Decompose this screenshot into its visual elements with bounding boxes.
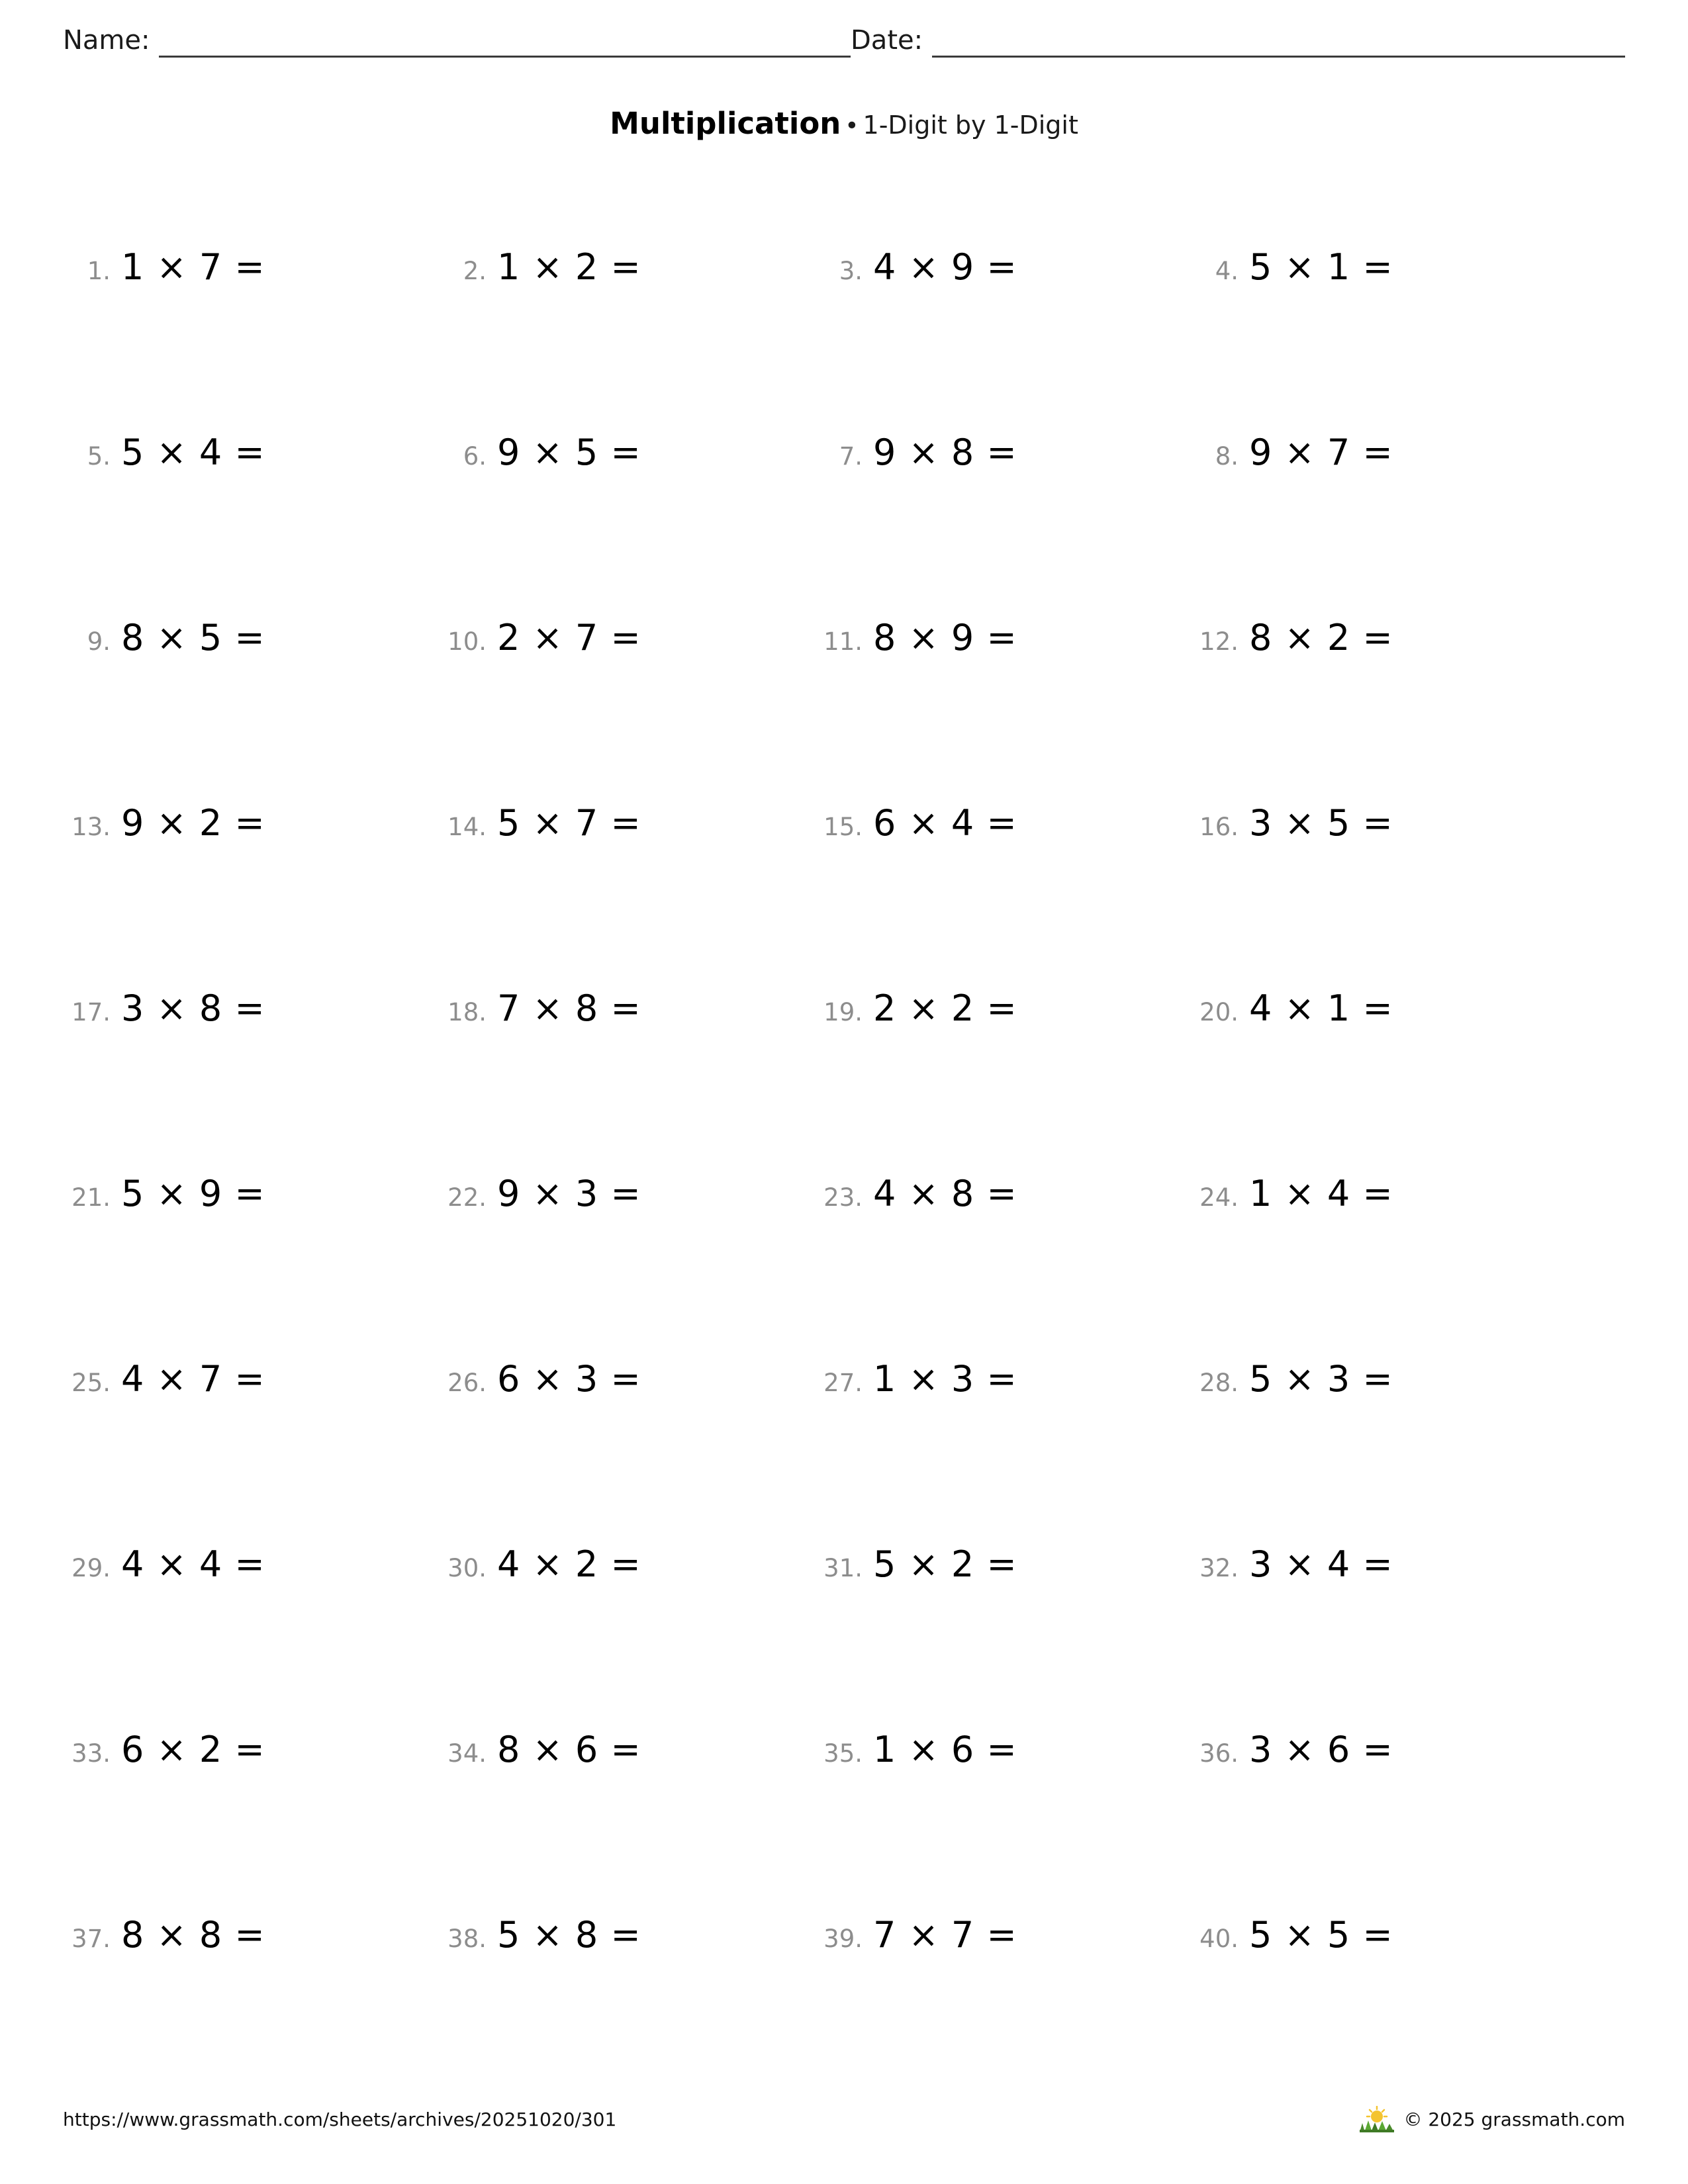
problem-expression: 4 × 9 =	[873, 246, 1017, 288]
footer-right-group	[1360, 2106, 1625, 2132]
problem-number: 27.	[823, 1369, 863, 1397]
problem-expression: 8 × 9 =	[873, 617, 1017, 659]
problem-item	[1191, 1173, 1567, 1358]
problem-item	[63, 1729, 439, 1914]
page-title	[0, 106, 1688, 141]
problem-item	[1191, 1358, 1567, 1543]
problem-item	[815, 1358, 1191, 1543]
problem-expression: 3 × 5 =	[1249, 802, 1393, 844]
problem-expression: 9 × 5 =	[497, 432, 641, 473]
problem-number: 20.	[1199, 998, 1239, 1026]
problem-item	[439, 432, 815, 617]
problem-number: 39.	[823, 1925, 863, 1953]
problem-expression: 5 × 7 =	[497, 802, 641, 844]
problem-expression: 4 × 1 =	[1249, 987, 1393, 1029]
problem-expression: 6 × 2 =	[121, 1729, 265, 1770]
problem-number: 32.	[1199, 1554, 1239, 1582]
problem-number: 38.	[447, 1925, 487, 1953]
problem-number: 16.	[1199, 813, 1239, 841]
problem-item	[815, 802, 1191, 987]
problem-item	[439, 1358, 815, 1543]
problem-item	[439, 246, 815, 432]
problem-number: 17.	[71, 998, 111, 1026]
problem-number: 34.	[447, 1739, 487, 1768]
problem-item	[1191, 987, 1567, 1173]
problem-number: 18.	[447, 998, 487, 1026]
problem-item	[815, 246, 1191, 432]
worksheet-header	[63, 25, 1625, 58]
problem-item	[1191, 246, 1567, 432]
problem-item	[1191, 432, 1567, 617]
problem-expression: 4 × 7 =	[121, 1358, 265, 1400]
problem-number: 7.	[839, 442, 863, 471]
problem-item	[815, 1173, 1191, 1358]
problem-number: 8.	[1215, 442, 1239, 471]
problem-item	[815, 617, 1191, 802]
problem-expression: 9 × 8 =	[873, 432, 1017, 473]
title-separator: •	[845, 113, 859, 140]
name-input-rule[interactable]	[159, 25, 851, 58]
problem-expression: 8 × 6 =	[497, 1729, 641, 1770]
problem-number: 21.	[71, 1183, 111, 1212]
problem-expression: 1 × 6 =	[873, 1729, 1017, 1770]
problem-expression: 1 × 4 =	[1249, 1173, 1393, 1214]
problem-item	[63, 246, 439, 432]
problem-expression: 2 × 7 =	[497, 617, 641, 659]
problem-expression: 8 × 2 =	[1249, 617, 1393, 659]
problem-expression: 1 × 7 =	[121, 246, 265, 288]
problem-number: 33.	[71, 1739, 111, 1768]
problem-item	[439, 1543, 815, 1729]
problem-expression: 5 × 5 =	[1249, 1914, 1393, 1956]
problem-expression: 5 × 9 =	[121, 1173, 265, 1214]
problem-expression: 7 × 8 =	[497, 987, 641, 1029]
problem-expression: 4 × 4 =	[121, 1543, 265, 1585]
problem-item	[815, 1914, 1191, 2099]
problem-item	[439, 987, 815, 1173]
problem-expression: 8 × 5 =	[121, 617, 265, 659]
problem-number: 25.	[71, 1369, 111, 1397]
problem-item	[63, 1543, 439, 1729]
problem-number: 14.	[447, 813, 487, 841]
problem-number: 11.	[823, 627, 863, 656]
problem-expression: 3 × 6 =	[1249, 1729, 1393, 1770]
problem-number: 40.	[1199, 1925, 1239, 1953]
problem-expression: 5 × 1 =	[1249, 246, 1393, 288]
problem-number: 3.	[839, 257, 863, 285]
problem-item	[815, 1729, 1191, 1914]
problem-item	[63, 1173, 439, 1358]
problem-item	[63, 1914, 439, 2099]
problem-item	[63, 802, 439, 987]
problem-expression: 5 × 8 =	[497, 1914, 641, 1956]
problem-item	[439, 617, 815, 802]
problem-number: 22.	[447, 1183, 487, 1212]
problem-item	[815, 432, 1191, 617]
problem-number: 12.	[1199, 627, 1239, 656]
problem-item	[1191, 1543, 1567, 1729]
problem-number: 4.	[1215, 257, 1239, 285]
problem-expression: 7 × 7 =	[873, 1914, 1017, 1956]
problem-number: 19.	[823, 998, 863, 1026]
problem-number: 2.	[463, 257, 487, 285]
title-subtitle: 1-Digit by 1-Digit	[863, 111, 1078, 140]
problem-item	[1191, 617, 1567, 802]
problem-number: 5.	[87, 442, 111, 471]
problem-expression: 9 × 2 =	[121, 802, 265, 844]
worksheet-footer	[63, 2106, 1625, 2132]
problem-expression: 6 × 4 =	[873, 802, 1017, 844]
problem-expression: 5 × 3 =	[1249, 1358, 1393, 1400]
problem-number: 29.	[71, 1554, 111, 1582]
problem-expression: 4 × 2 =	[497, 1543, 641, 1585]
problem-number: 23.	[823, 1183, 863, 1212]
problem-expression: 3 × 4 =	[1249, 1543, 1393, 1585]
problem-number: 10.	[447, 627, 487, 656]
problem-expression: 6 × 3 =	[497, 1358, 641, 1400]
date-input-rule[interactable]	[932, 25, 1625, 58]
problem-expression: 2 × 2 =	[873, 987, 1017, 1029]
problem-item	[63, 1358, 439, 1543]
problem-expression: 5 × 2 =	[873, 1543, 1017, 1585]
problem-item	[63, 432, 439, 617]
problem-expression: 9 × 3 =	[497, 1173, 641, 1214]
problem-expression: 1 × 3 =	[873, 1358, 1017, 1400]
problem-item	[439, 1914, 815, 2099]
problem-item	[1191, 802, 1567, 987]
title-main: Multiplication	[610, 106, 841, 141]
problem-item	[815, 1543, 1191, 1729]
problem-item	[439, 802, 815, 987]
problem-number: 6.	[463, 442, 487, 471]
problem-item	[63, 987, 439, 1173]
problem-number: 15.	[823, 813, 863, 841]
source-url[interactable]: https://www.grassmath.com/sheets/archives/20251020/301	[63, 2108, 617, 2130]
sun-over-grass-icon	[1360, 2106, 1394, 2132]
problem-item	[1191, 1914, 1567, 2099]
problem-number: 28.	[1199, 1369, 1239, 1397]
problem-number: 31.	[823, 1554, 863, 1582]
date-field[interactable]	[851, 25, 1625, 58]
problem-expression: 1 × 2 =	[497, 246, 641, 288]
problem-number: 35.	[823, 1739, 863, 1768]
date-label: Date:	[851, 25, 923, 56]
problem-expression: 8 × 8 =	[121, 1914, 265, 1956]
problem-grid	[63, 246, 1566, 2099]
problem-item	[439, 1729, 815, 1914]
problem-expression: 5 × 4 =	[121, 432, 265, 473]
problem-expression: 3 × 8 =	[121, 987, 265, 1029]
problem-number: 9.	[87, 627, 111, 656]
problem-item	[1191, 1729, 1567, 1914]
problem-expression: 9 × 7 =	[1249, 432, 1393, 473]
problem-number: 36.	[1199, 1739, 1239, 1768]
name-field[interactable]	[63, 25, 851, 58]
problem-number: 30.	[447, 1554, 487, 1582]
problem-item	[815, 987, 1191, 1173]
problem-number: 13.	[71, 813, 111, 841]
problem-item	[63, 617, 439, 802]
problem-number: 1.	[87, 257, 111, 285]
problem-expression: 4 × 8 =	[873, 1173, 1017, 1214]
name-label: Name:	[63, 25, 150, 56]
problem-number: 26.	[447, 1369, 487, 1397]
problem-number: 37.	[71, 1925, 111, 1953]
copyright-text: © 2025 grassmath.com	[1403, 2108, 1625, 2130]
problem-number: 24.	[1199, 1183, 1239, 1212]
problem-item	[439, 1173, 815, 1358]
